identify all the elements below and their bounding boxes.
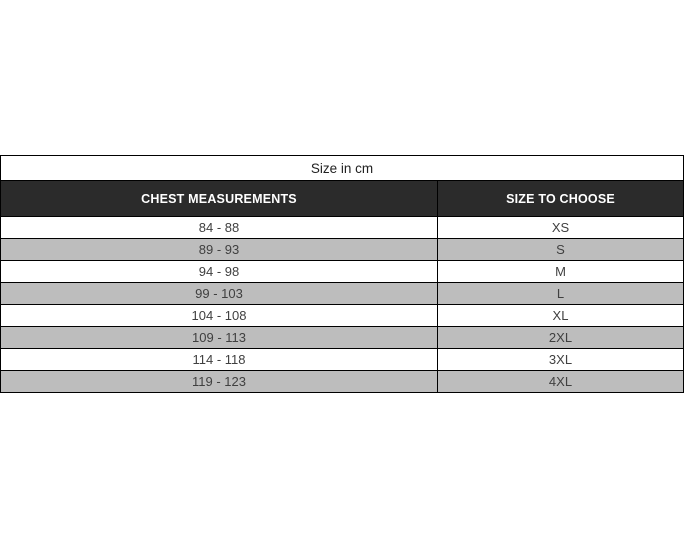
chest-range-cell: 89 - 93 — [1, 239, 438, 261]
header-row — [1, 181, 684, 217]
table-row — [1, 349, 684, 371]
table-row — [1, 305, 684, 327]
table-row — [1, 261, 684, 283]
table-row — [1, 371, 684, 393]
table-row — [1, 283, 684, 305]
table-row — [1, 327, 684, 349]
chest-range-cell: 99 - 103 — [1, 283, 438, 305]
size-cell: M — [438, 261, 684, 283]
column-header-size-to-choose: SIZE TO CHOOSE — [438, 181, 684, 217]
size-cell: XS — [438, 217, 684, 239]
size-chart-table — [0, 155, 684, 393]
size-cell: 4XL — [438, 371, 684, 393]
table-row — [1, 217, 684, 239]
caption-row — [1, 156, 684, 181]
size-cell: 3XL — [438, 349, 684, 371]
size-cell: XL — [438, 305, 684, 327]
chest-range-cell: 114 - 118 — [1, 349, 438, 371]
table-caption: Size in cm — [1, 156, 684, 181]
chest-range-cell: 84 - 88 — [1, 217, 438, 239]
chest-range-cell: 109 - 113 — [1, 327, 438, 349]
chest-range-cell: 94 - 98 — [1, 261, 438, 283]
chest-range-cell: 119 - 123 — [1, 371, 438, 393]
size-cell: 2XL — [438, 327, 684, 349]
table-row — [1, 239, 684, 261]
size-cell: S — [438, 239, 684, 261]
chest-range-cell: 104 - 108 — [1, 305, 438, 327]
size-cell: L — [438, 283, 684, 305]
column-header-chest-measurements: CHEST MEASUREMENTS — [1, 181, 438, 217]
